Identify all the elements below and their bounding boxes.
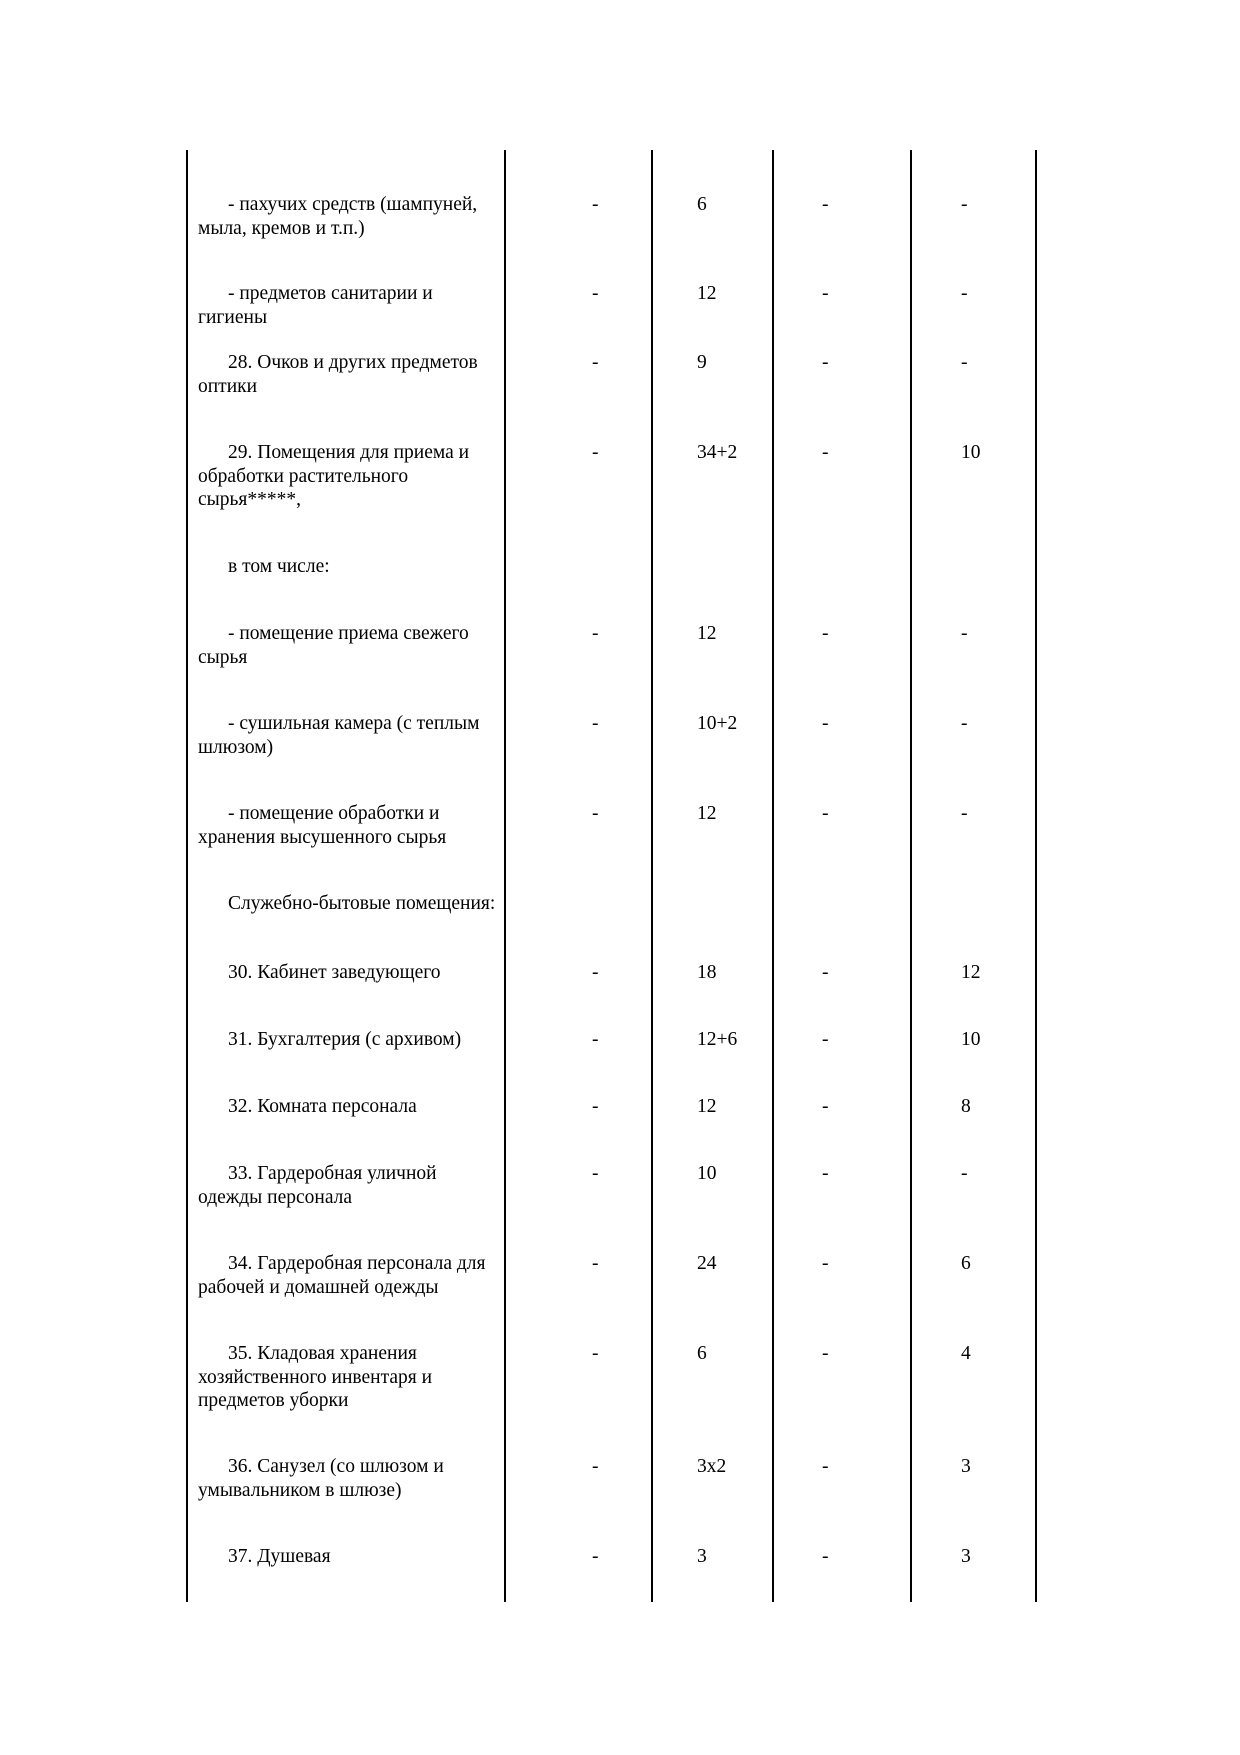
value-cell: - xyxy=(592,1456,599,1477)
row-name-cell: 37. Душевая xyxy=(228,1546,331,1567)
value-cell: 12 xyxy=(697,283,717,304)
row-name-cell: - пахучих средств (шампуней, мыла, кремов и т.п.) xyxy=(198,194,478,239)
value-cell: 10+2 xyxy=(697,713,738,734)
row-name-cell: 29. Помещения для приема и обработки растительного сырья*****, xyxy=(198,442,470,510)
row-name-cell: - сушильная камера (с теплым шлюзом) xyxy=(198,713,480,758)
value-cell: - xyxy=(592,623,599,644)
value-cell: - xyxy=(961,1163,968,1184)
value-cell: - xyxy=(592,352,599,373)
value-cell: - xyxy=(822,1343,829,1364)
row-name-cell: 34. Гардеробная персонала для рабочей и домашней одежды xyxy=(198,1253,486,1298)
row-name-cell: - предметов санитарии и гигиены xyxy=(198,283,433,328)
section-heading: Служебно-бытовые помещения: xyxy=(228,893,496,914)
value-cell: 8 xyxy=(961,1096,971,1117)
value-cell: 12 xyxy=(697,623,717,644)
value-cell: 10 xyxy=(961,442,981,463)
value-cell: - xyxy=(592,713,599,734)
value-cell: 10 xyxy=(961,1029,981,1050)
row-name-cell: 35. Кладовая хранения хозяйственного инвентаря и предметов уборки xyxy=(198,1343,433,1411)
value-cell: 3 xyxy=(697,1546,707,1567)
value-cell: 6 xyxy=(697,194,707,215)
value-cell: 12 xyxy=(697,803,717,824)
value-cell: - xyxy=(822,1253,829,1274)
value-cell: - xyxy=(592,803,599,824)
value-cell: - xyxy=(822,962,829,983)
value-cell: - xyxy=(822,283,829,304)
value-cell: 9 xyxy=(697,352,707,373)
value-cell: - xyxy=(822,194,829,215)
value-cell: 24 xyxy=(697,1253,717,1274)
value-cell: - xyxy=(822,1096,829,1117)
value-cell: - xyxy=(961,713,968,734)
column-border xyxy=(1035,150,1037,1602)
value-cell: 12 xyxy=(961,962,981,983)
value-cell: - xyxy=(961,803,968,824)
row-name-cell: - помещение приема свежего сырья xyxy=(198,623,469,668)
value-cell: - xyxy=(592,194,599,215)
value-cell: - xyxy=(822,713,829,734)
value-cell: - xyxy=(822,442,829,463)
value-cell: 12+6 xyxy=(697,1029,738,1050)
value-cell: 3 xyxy=(961,1546,971,1567)
value-cell: - xyxy=(961,352,968,373)
value-cell: 4 xyxy=(961,1343,971,1364)
value-cell: - xyxy=(822,1029,829,1050)
value-cell: 34+2 xyxy=(697,442,738,463)
value-cell: - xyxy=(822,1163,829,1184)
value-cell: - xyxy=(822,352,829,373)
value-cell: - xyxy=(592,283,599,304)
value-cell: - xyxy=(822,1456,829,1477)
row-name-cell: 30. Кабинет заведующего xyxy=(228,962,441,983)
value-cell: 18 xyxy=(697,962,717,983)
value-cell: - xyxy=(822,1546,829,1567)
value-cell: 3x2 xyxy=(697,1456,727,1477)
value-cell: - xyxy=(592,1029,599,1050)
row-name-cell: 32. Комната персонала xyxy=(228,1096,417,1117)
value-cell: 10 xyxy=(697,1163,717,1184)
value-cell: - xyxy=(592,1343,599,1364)
row-name-cell: 31. Бухгалтерия (с архивом) xyxy=(228,1029,462,1050)
column-border xyxy=(772,150,774,1602)
value-cell: - xyxy=(961,623,968,644)
value-cell: - xyxy=(592,1253,599,1274)
value-cell: - xyxy=(822,623,829,644)
value-cell: - xyxy=(592,1546,599,1567)
value-cell: - xyxy=(592,1163,599,1184)
column-border xyxy=(910,150,912,1602)
row-name-cell: в том числе: xyxy=(228,556,330,577)
value-cell: - xyxy=(961,194,968,215)
value-cell: 6 xyxy=(697,1343,707,1364)
column-border xyxy=(651,150,653,1602)
value-cell: 3 xyxy=(961,1456,971,1477)
column-border xyxy=(186,150,188,1602)
value-cell: - xyxy=(961,283,968,304)
column-border xyxy=(504,150,506,1602)
value-cell: 12 xyxy=(697,1096,717,1117)
value-cell: - xyxy=(822,803,829,824)
row-name-cell: 28. Очков и других предметов оптики xyxy=(198,352,478,397)
value-cell: - xyxy=(592,962,599,983)
row-name-cell: 33. Гардеробная уличной одежды персонала xyxy=(198,1163,437,1208)
row-name-cell: - помещение обработки и хранения высушенного сырья xyxy=(198,803,447,848)
value-cell: - xyxy=(592,1096,599,1117)
row-name-cell: 36. Санузел (со шлюзом и умывальником в шлюзе) xyxy=(198,1456,444,1501)
value-cell: - xyxy=(592,442,599,463)
value-cell: 6 xyxy=(961,1253,971,1274)
